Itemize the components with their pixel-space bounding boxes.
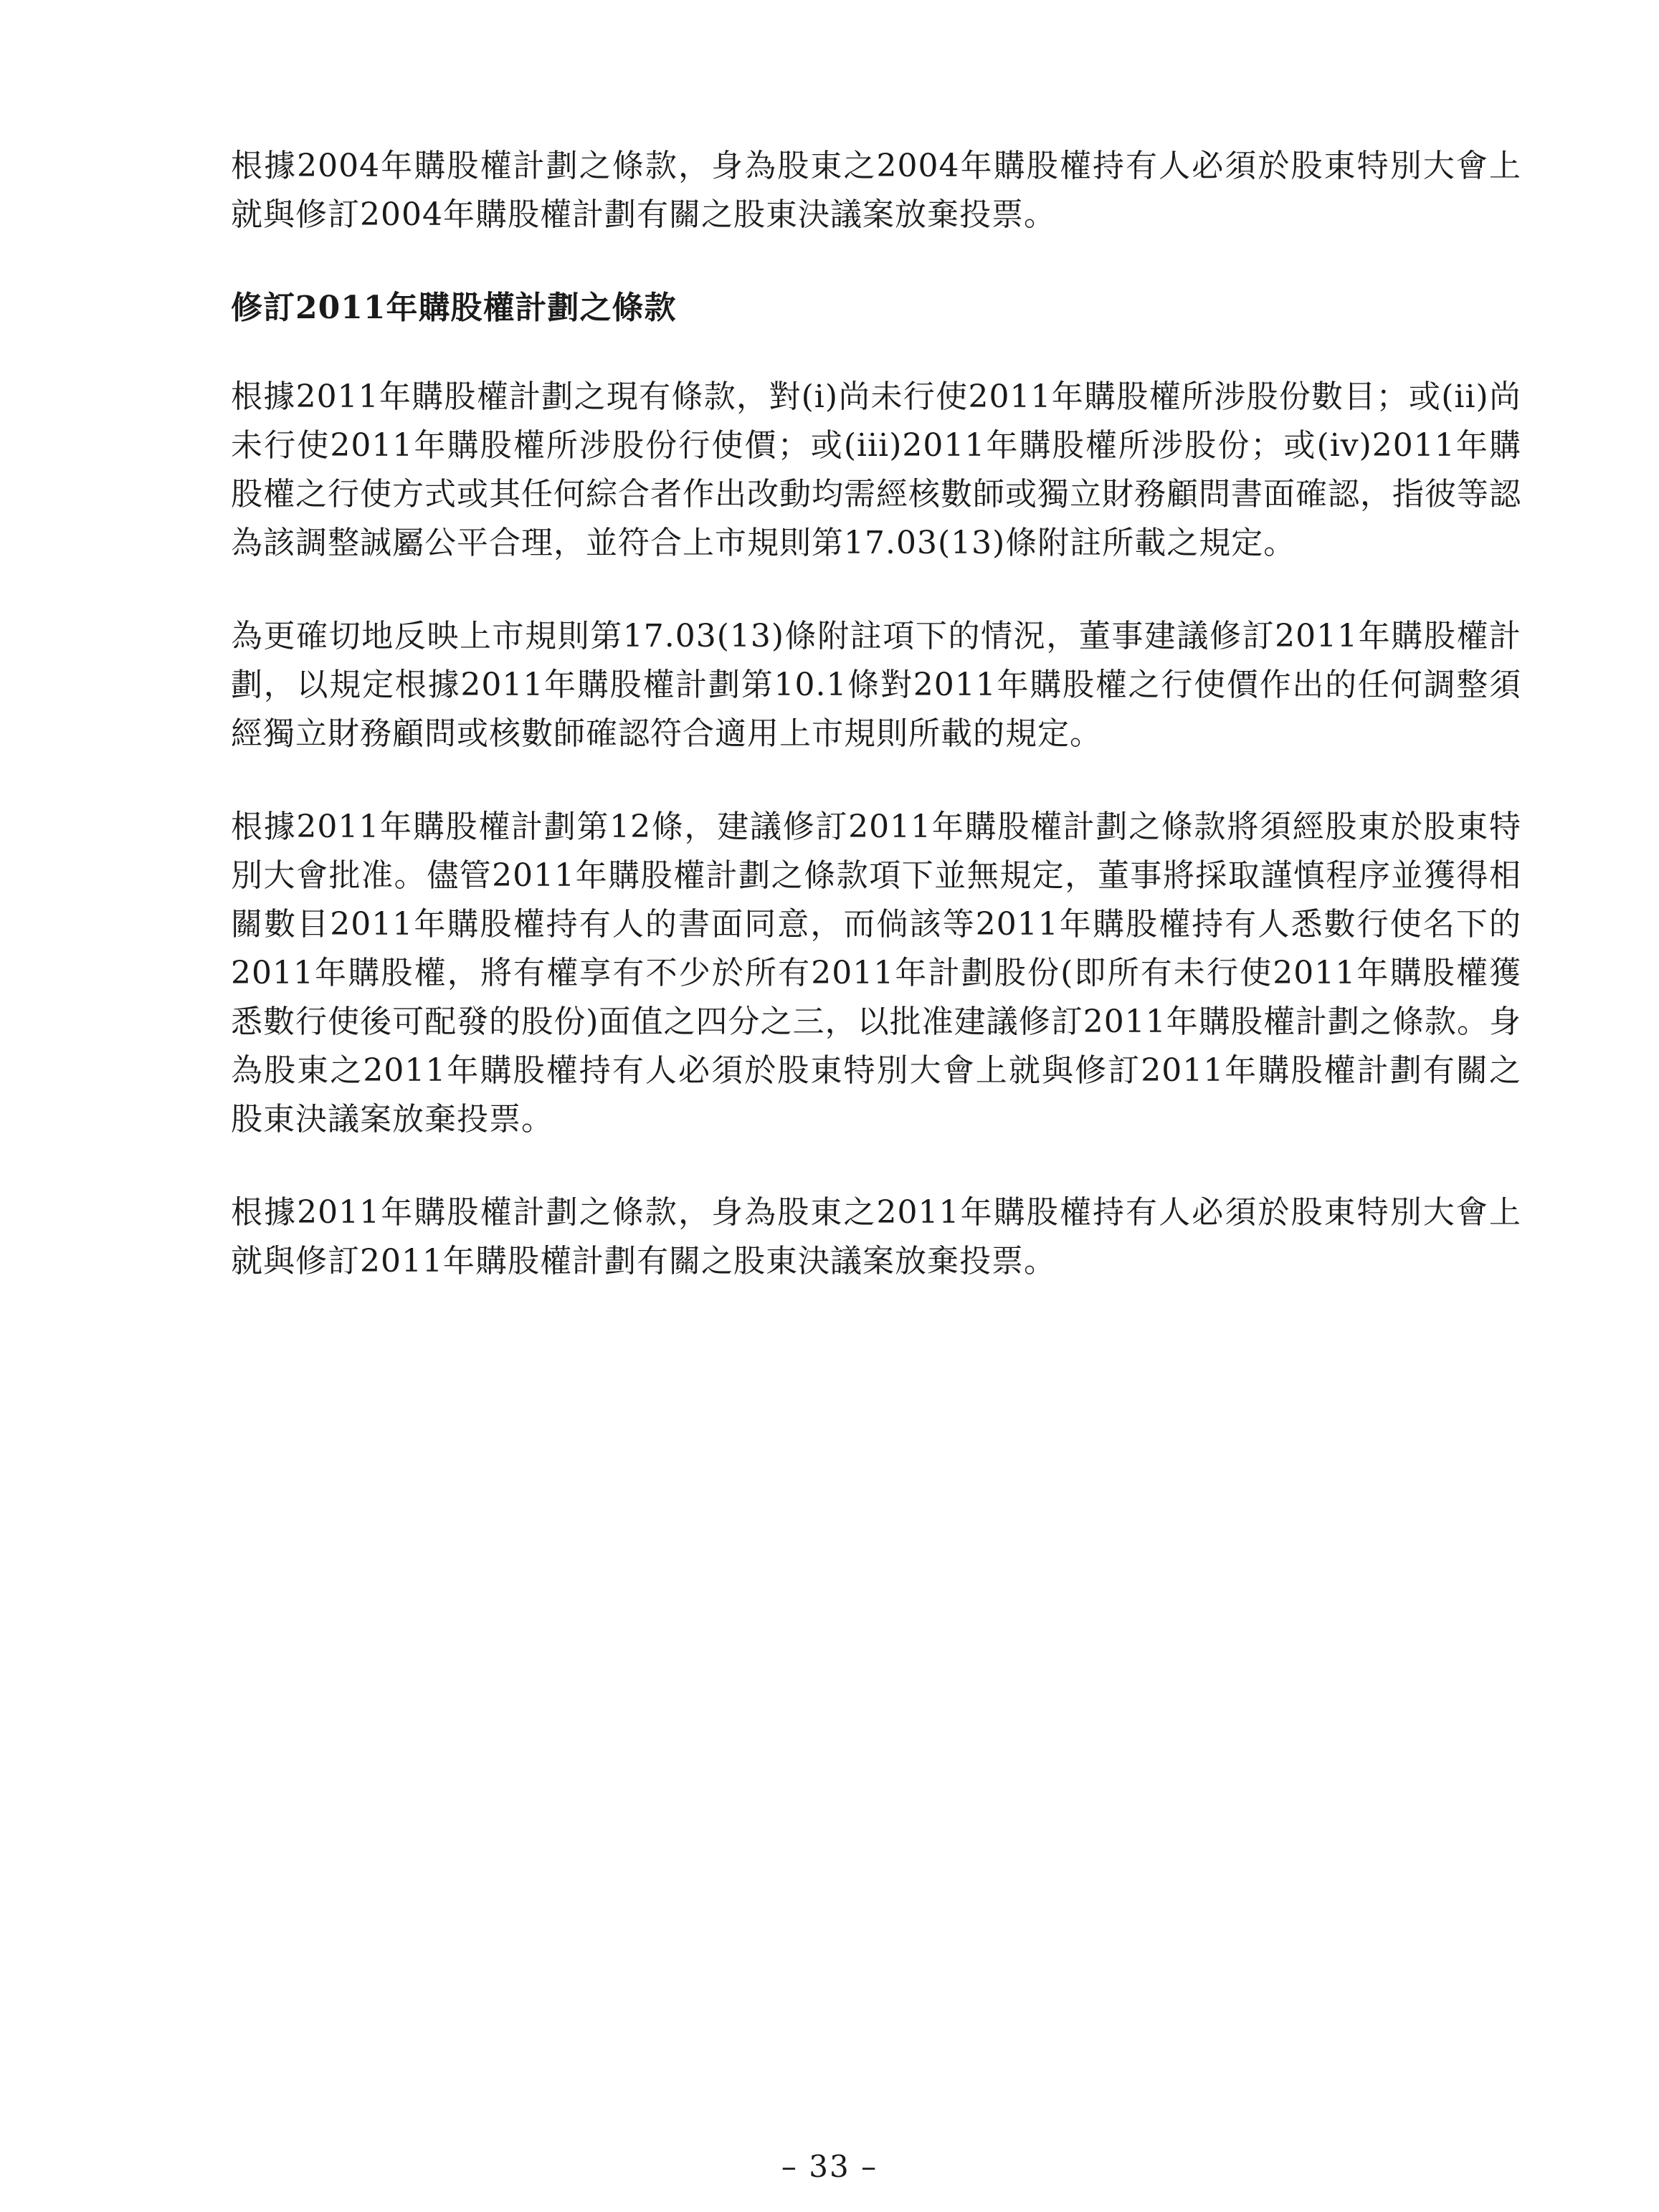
document-body [231,142,1521,1330]
paragraph-existing-terms: 根據2011年購股權計劃之現有條款，對(i)尚未行使2011年購股權所涉股份數目；或(ii)尚未行使2011年購股權所涉股份行使價；或(iii)2011年購股權所涉股份；或(iv)2011年購股權之行使方式或其任何綜合者作出改動均需經核數師或獨立財務顧問書面確認，指彼等認為該調整誠屬公平合理，並符合上市規則第17.03(13)條附註所載之規定。 [231,378,1521,561]
paragraph-proposed-amendment: 為更確切地反映上市規則第17.03(13)條附註項下的情況，董事建議修訂2011年購股權計劃，以規定根據2011年購股權計劃第10.1條對2011年購股權之行使價作出的任何調整須經獨立財務顧問或核數師確認符合適用上市規則所載的規定。 [231,618,1521,752]
paragraph-2011-scheme-voting: 根據2011年購股權計劃之條款，身為股東之2011年購股權持有人必須於股東特別大會上就與修訂2011年購股權計劃有關之股東決議案放棄投票。 [231,1194,1521,1279]
section-heading: 修訂2011年購股權計劃之條款 [231,290,677,326]
paragraph-approval-process: 根據2011年購股權計劃第12條，建議修訂2011年購股權計劃之條款將須經股東於股東特別大會批准。儘管2011年購股權計劃之條款項下並無規定，董事將採取謹慎程序並獲得相關數目2011年購股權持有人的書面同意，而倘該等2011年購股權持有人悉數行使名下的2011年購股權，將有權享有不少於所有2011年計劃股份(即所有未行使2011年購股權獲悉數行使後可配發的股份)面值之四分之三，以批准建議修訂2011年購股權計劃之條款。身為股東之2011年購股權持有人必須於股東特別大會上就與修訂2011年購股權計劃有關之股東決議案放棄投票。 [231,809,1521,1138]
paragraph-2004-scheme-voting: 根據2004年購股權計劃之條款，身為股東之2004年購股權持有人必須於股東特別大會上就與修訂2004年購股權計劃有關之股東決議案放棄投票。 [231,148,1521,233]
page-number: – 33 – [781,2149,878,2184]
